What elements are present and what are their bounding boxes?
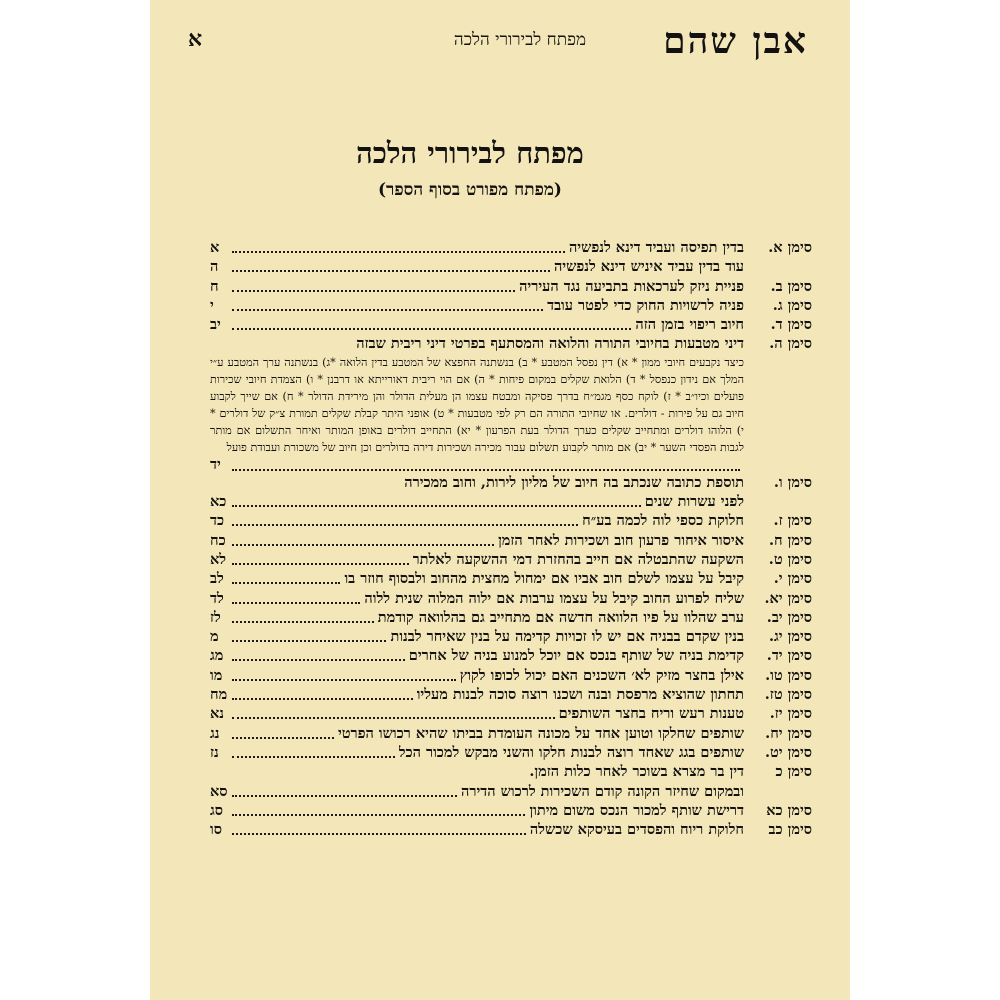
toc-entry — [210, 627, 812, 646]
dot-leader — [232, 801, 525, 816]
toc-entry-label: סימן טו. — [765, 666, 812, 684]
toc-entry — [210, 608, 812, 627]
toc-entry-title: דין בר מצרא בשוכר לאחר כלות הזמן. — [529, 763, 744, 781]
toc-entry — [210, 257, 812, 276]
toc-entry — [210, 531, 812, 550]
toc-entry-label: סימן א. — [768, 239, 812, 256]
dot-leader — [232, 782, 457, 797]
toc-entry-title: שליח לפרוע החוב קיבל על עצמו ערבות אם ילוה המלוה שנית ללוה — [364, 589, 744, 607]
toc-entry-title: טענות רעש וריח בחצר השותפים — [558, 705, 744, 723]
toc-entry-label: סימן יא. — [764, 589, 812, 607]
toc-entry-title: דרישת שותף למכור הנכס משום מיתון — [529, 801, 744, 819]
dot-leader — [232, 492, 641, 507]
toc-entry — [210, 801, 812, 820]
toc-entry-label: סימן ב. — [770, 277, 812, 295]
toc-entry-page: ח — [210, 277, 219, 295]
toc-entry-page: כד — [210, 512, 225, 530]
toc-entry-title: השקעה שהתבטלה אם חייב בהחזרת דמי ההשקעה לאלתר — [412, 550, 744, 568]
running-title: מפתח לבירורי הלכה — [453, 30, 587, 50]
toc-entry — [210, 569, 812, 588]
toc-entry-label: סימן ה. — [769, 335, 812, 353]
toc-entry-title: דיני מטבעות בחיובי התורה והלואה והמסתעף בפרטי דיני ריבית שבזה — [356, 335, 744, 353]
toc-entry — [210, 296, 812, 315]
toc-entry-label: סימן יז. — [769, 705, 812, 723]
toc-entry-page: לא — [210, 550, 227, 568]
toc-entry-label: סימן ח. — [768, 531, 812, 549]
toc-entry-page: מ — [210, 628, 219, 646]
toc-entry-page: א — [210, 239, 220, 256]
toc-entry-page: נז — [210, 743, 219, 761]
toc-entry-title: איסור איחור פרעון חוב ושכירות לאחר הזמן — [498, 531, 744, 549]
dot-leader — [232, 511, 578, 526]
toc-entry-title: עוד בדין עביד איניש דינא לנפשיה — [553, 258, 744, 276]
toc-entry-label: סימן י. — [773, 570, 812, 588]
toc-entry-page: סו — [210, 821, 222, 839]
toc-entry — [210, 473, 812, 492]
toc-entry-page: מו — [210, 666, 223, 684]
toc-entry-label: סימן ו. — [773, 473, 812, 491]
toc-entry-page: י — [210, 296, 214, 314]
toc-entry-title: חלוקת כספי לוה לכמה בע״ח — [582, 512, 744, 530]
toc-entry-page: לב — [210, 570, 224, 588]
toc-entry-page: נג — [210, 724, 220, 742]
dot-leader — [232, 296, 543, 311]
toc-entry — [210, 492, 812, 511]
toc-entry-title: חיוב ריפוי בזמן הזה — [635, 316, 744, 334]
dot-leader — [232, 589, 360, 604]
toc-entry-page: לז — [210, 608, 221, 626]
dot-leader — [232, 685, 413, 700]
toc-entry-title: שותפים שחלקו וטוען אחד על מכונה העומדת בביתו שהיא רכושו הפרטי — [337, 724, 744, 742]
book-title: אבן שהם — [663, 20, 808, 62]
toc-entry-page: יב — [210, 316, 221, 334]
toc-entry-label: סימן ג. — [772, 296, 812, 314]
toc-entry — [210, 238, 812, 257]
table-of-contents — [210, 238, 812, 839]
toc-entry-label: סימן כ — [775, 763, 812, 781]
dot-leader — [232, 238, 565, 253]
toc-entry-title: ובמקום שחיזר הקונה קודם השכירות לרכוש הדירה — [461, 782, 744, 800]
toc-entry-page: נא — [210, 705, 225, 723]
toc-entry-title: קיבל על עצמו לשלם חוב אביו אם ימחול מחצית מהחוב ולבסוף חוזר בו — [344, 570, 744, 588]
dot-leader — [232, 724, 334, 739]
toc-entry — [210, 354, 744, 473]
dot-leader — [232, 646, 405, 661]
toc-entry-label: סימן יט. — [765, 743, 812, 761]
toc-entry — [210, 666, 812, 685]
page-subheading: (מפתח מפורט בסוף הספר) — [378, 180, 562, 200]
toc-entry-title: קדימת בניה של שותף בנכס אם יוכל למנוע בניה של אחרים — [408, 647, 744, 665]
toc-entry-title: ערב שהלוו על פיו הלוואה חדשה אם מתחייב גם בהלוואה קודמת — [377, 608, 744, 626]
toc-entry-title: חלוקת ריוח והפסדים בעיסקא שכשלה — [529, 821, 744, 839]
dot-leader — [232, 743, 395, 758]
toc-entry-label: סימן יב. — [766, 608, 812, 626]
toc-entry-title: תוספת כתובה שנכתב בה חיוב של מליון לירות, וחוב ממכירה — [404, 473, 744, 491]
toc-entry-title: שותפים בגג שאחד רוצה לבנות חלקו והשני מבקש למכור הכל — [398, 743, 744, 761]
toc-entry-page: כא — [210, 493, 227, 511]
toc-entry-title: בנין שקדם בבניה אם יש לו זכויות קדימה על בנין שאיחר לבנות — [390, 628, 744, 646]
toc-entry-label: סימן טז. — [764, 686, 812, 704]
toc-entry — [210, 762, 812, 781]
toc-entry-label: סימן יג. — [768, 628, 812, 646]
toc-entry — [210, 646, 812, 665]
toc-entry-label: סימן ט. — [768, 550, 812, 568]
dot-leader — [232, 277, 515, 292]
toc-entry-label: סימן כא — [766, 801, 812, 819]
dot-leader — [232, 257, 550, 272]
toc-entry-title: פניית ניזק לערכאות בתביעה נגד העיריה — [519, 277, 744, 295]
toc-entry-title: בדין תפיסה ועביד דינא לנפשיה — [568, 239, 744, 256]
toc-entry-page: סא — [210, 782, 228, 800]
toc-entry — [210, 704, 812, 723]
toc-entry-label: סימן יד. — [766, 647, 812, 665]
toc-entry — [210, 782, 812, 801]
toc-entry — [210, 550, 812, 569]
toc-entry-page: ה — [210, 258, 219, 276]
toc-entry — [210, 277, 812, 296]
dot-leader — [232, 569, 340, 584]
toc-entry-description: כיצד נקבעים חיובי ממון * א) דין נפסל המטבע * ב) בנשתנה החפצא של המטבע בדין הלואה *ג) בנשתנה ערך המטבע ע״י המלך אם נידון כנפסל * ד) הלואת שקלים במקום פיחות * ה) אם הוי ריבית דאורייתא או דרבנן * ו) הצמדת חיובי שכירות פועלים וכיו״ב * ז) לוקח כסף מגמ״ח בדרך פסיקה ומבטח עצמו הן מעלית הדולר והן מירידת הדולר * ח) אם שייך לקבוע חיוב גם על פירות - דולרים. או שחיובי התורה הם רק לפי מטבעות * ט) אופני היתר קבלת שקלים תמורת צ״ק של דולרים * י) הלוהו דולרים ומתחייב שקלים כערך הדולר בעת הפרעון * יא) התחייב דולרים באופן המותר ואיחר התשלום אם מותר לגבות הפסדי השער * יב) אם מותר לקבוע תשלום עבור מכירה ושכירות דירה בדולרים וכן חיוב של משכורת ועבודת פועל — [210, 355, 744, 454]
toc-entry-title: תחתון שהוציא מרפסת ובנה ושכנו רוצה סוכה לבנות מעליו — [416, 686, 744, 704]
toc-entry-page: מג — [210, 647, 224, 665]
toc-entry-label: סימן ד. — [770, 316, 812, 334]
toc-entry — [210, 589, 812, 608]
toc-entry-label: סימן ז. — [773, 512, 812, 530]
toc-entry — [210, 743, 812, 762]
toc-entry — [210, 820, 812, 839]
toc-entry-page: סג — [210, 801, 224, 819]
dot-leader — [232, 456, 740, 471]
toc-entry-page: כח — [210, 531, 226, 549]
toc-entry-title: פניה לרשויות החוק כדי לפטר עובד — [547, 296, 744, 314]
dot-leader — [232, 550, 409, 565]
dot-leader — [232, 315, 631, 330]
book-page — [150, 0, 850, 1000]
toc-entry — [210, 315, 812, 334]
dot-leader — [232, 666, 456, 681]
toc-entry — [210, 685, 812, 704]
toc-entry-title: אילן בחצר מזיק לא׳ השכנים האם יכול לכופו לקוץ — [459, 666, 744, 684]
dot-leader — [232, 704, 555, 719]
dot-leader — [232, 627, 386, 642]
toc-entry-label: סימן יח. — [765, 724, 812, 742]
dot-leader — [232, 531, 494, 546]
toc-entry-title: לפני עשרות שנים — [644, 493, 744, 511]
toc-entry-label: סימן כב — [768, 821, 812, 839]
page-number: א — [188, 26, 203, 52]
dot-leader — [232, 820, 526, 835]
toc-entry — [210, 334, 812, 353]
page-heading: מפתח לבירורי הלכה — [356, 136, 584, 170]
toc-entry — [210, 511, 812, 530]
toc-entry-page: מח — [210, 686, 228, 704]
toc-entry-page: לד — [210, 589, 224, 607]
toc-entry — [210, 724, 812, 743]
dot-leader — [232, 608, 374, 623]
toc-entry-page: יד — [210, 455, 221, 473]
